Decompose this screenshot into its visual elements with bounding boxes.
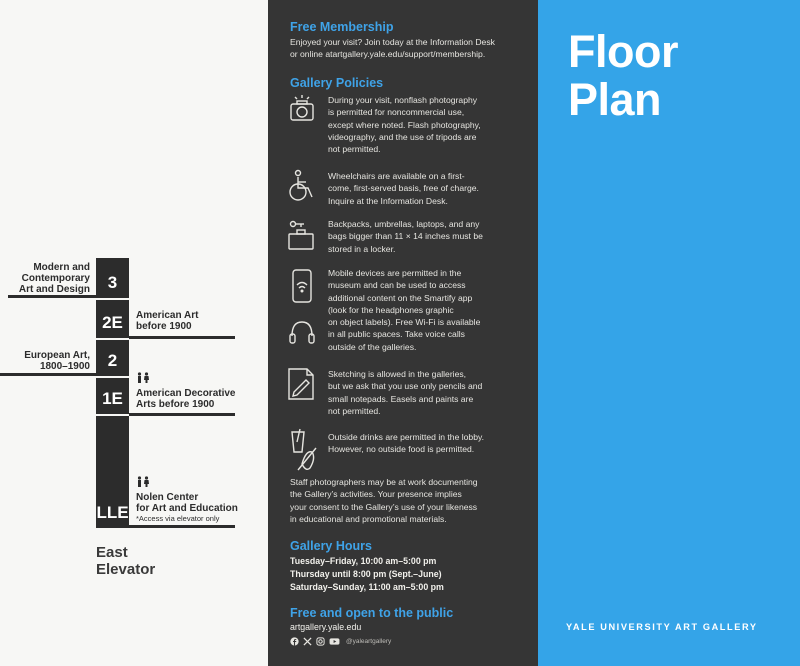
floor-2e-marker[interactable]: 2E <box>96 300 129 338</box>
headphones-icon <box>284 314 320 350</box>
floor-2e-rule <box>129 336 235 339</box>
membership-text: Enjoyed your visit? Join today at the Information Desk or online atartgallery.yale.edu/support/membership. <box>290 37 495 60</box>
floor-1e-rule <box>129 413 235 416</box>
hours-heading: Gallery Hours <box>290 539 372 553</box>
floor-2-label: European Art, 1800–1900 <box>24 350 90 372</box>
hours-thursday: Thursday until 8:00 pm (Sept.–June) <box>290 569 442 579</box>
floor-plan-title: Floor Plan <box>568 26 678 125</box>
website-link[interactable]: artgallery.yale.edu <box>290 622 362 632</box>
east-elevator-title: East Elevator <box>96 544 156 578</box>
social-links <box>290 637 391 646</box>
sketch-pencil-icon <box>284 366 320 402</box>
floor-2-marker[interactable]: 2 <box>96 340 129 376</box>
policy-lockers: Backpacks, umbrellas, laptops, and any bags bigger than 11 × 14 inches must be stored in a locker. <box>328 219 483 254</box>
wheelchair-icon <box>284 168 320 204</box>
floor-3-marker[interactable]: 3 <box>96 258 129 298</box>
floor-1e-label: American Decorative Arts before 1900 <box>136 388 236 410</box>
hours-tue-fri: Tuesday–Friday, 10:00 am–5:00 pm <box>290 556 437 566</box>
policy-mobile-devices: Mobile devices are permitted in the museum and can be used to access additional content on the Smartify app (look for the headphones graphic on object labels). Free Wi-Fi is available in all public spaces. Take voice calls outside of the galleries. <box>328 268 481 352</box>
x-icon[interactable] <box>303 637 312 646</box>
floor-2-rule <box>0 373 96 376</box>
instagram-icon[interactable] <box>316 637 325 646</box>
floor-1e-marker[interactable]: 1E <box>96 378 129 414</box>
floor-lle-label: Nolen Center for Art and Education *Access via elevator only <box>136 492 238 523</box>
locker-icon <box>284 218 320 254</box>
visitor-info-panel <box>268 0 538 666</box>
social-handle[interactable]: @yaleartgallery <box>346 638 392 645</box>
policy-sketching: Sketching is allowed in the galleries, but we ask that you use only pencils and small notepads. Easels and paints are not permitted. <box>328 369 483 416</box>
membership-heading: Free Membership <box>290 20 394 34</box>
floor-directory-panel <box>0 0 268 666</box>
staff-photographers-note: Staff photographers may be at work documenting the Gallery’s activities. Your presence implies your consent to the Gallery’s use of your likeness in educational and promotional materials. <box>290 477 478 524</box>
gallery-brand: YALE UNIVERSITY ART GALLERY <box>566 622 758 632</box>
youtube-icon[interactable] <box>329 637 340 646</box>
floor-2e-label: American Art before 1900 <box>136 310 199 332</box>
cover-panel <box>538 0 800 666</box>
camera-icon <box>284 92 320 128</box>
mobile-wifi-icon <box>284 268 320 304</box>
floor-3-rule <box>8 295 96 298</box>
hours-sat-sun: Saturday–Sunday, 11:00 am–5:00 pm <box>290 582 444 592</box>
facebook-icon[interactable] <box>290 637 299 646</box>
floor-3-label: Modern and Contemporary Art and Design <box>18 262 90 295</box>
policy-food-drink: Outside drinks are permitted in the lobby. However, no outside food is permitted. <box>328 432 485 455</box>
policy-wheelchairs: Wheelchairs are available on a first- come, first-served basis, free of charge. Inquire at the Information Desk. <box>328 171 479 206</box>
no-food-drink-icon <box>284 428 320 472</box>
policy-photography: During your visit, nonflash photography is permitted for noncommercial use, except where noted. Flash photography, videography, and the use of tripods are not permitted. <box>328 95 481 155</box>
restroom-icon <box>136 372 150 384</box>
restroom-icon <box>136 476 150 488</box>
policies-heading: Gallery Policies <box>290 76 384 90</box>
free-admission-heading: Free and open to the public <box>290 606 454 620</box>
floor-lle-marker[interactable]: LLE <box>96 416 129 528</box>
floor-lle-rule <box>129 525 235 528</box>
